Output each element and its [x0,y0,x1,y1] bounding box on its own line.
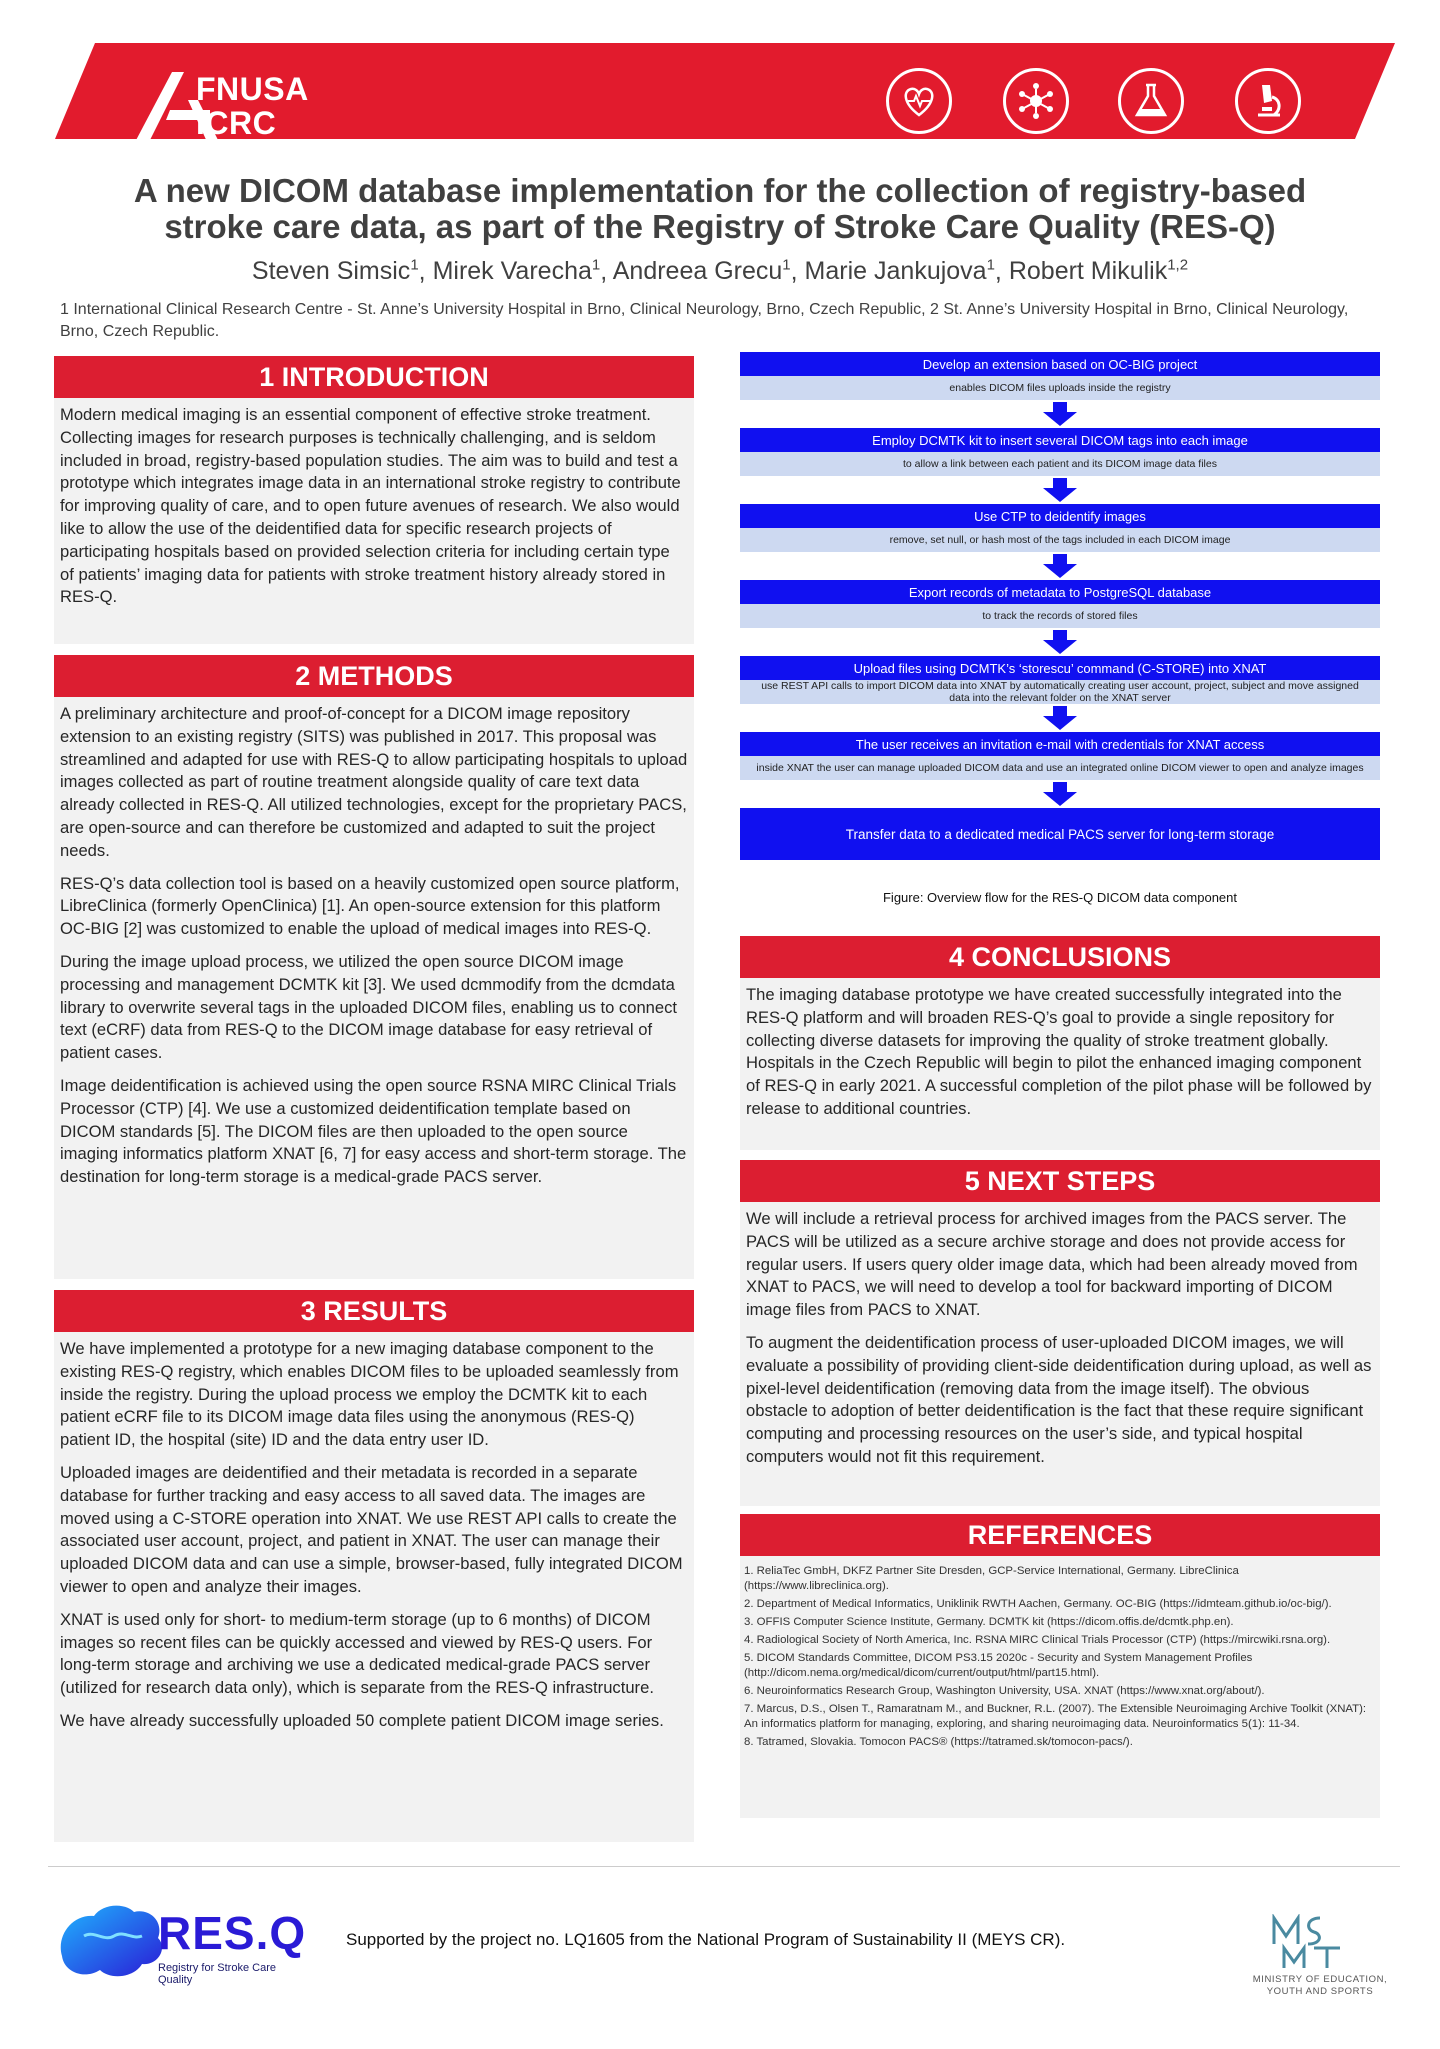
flow-step-detail: use REST API calls to import DICOM data into XNAT by automatically creating user account, project, subject and move assigned data into the relevant folder on the XNAT server [740,680,1380,704]
paragraph: We will include a retrieval process for archived images from the PACS server. The PACS will be utilized as a secure archive storage and does not provide access for regular users. If users query older image data, which had been already moved from XNAT to PACS, we will need to develop a tool for backward importing of DICOM image files from PACS to XNAT. [746,1209,1358,1320]
down-arrow-icon [740,552,1380,580]
flow-step [740,656,1380,704]
conclusions-body [740,978,1380,1150]
down-arrow-icon [740,628,1380,656]
next-steps-body [740,1202,1380,1506]
heart-icon [886,68,952,134]
paragraph: XNAT is used only for short- to medium-term storage (up to 6 months) of DICOM images so recent files can be quickly accessed and viewed by RES-Q users. For long-term storage and archiving we use a dedicated medical-grade PACS server (utilized for research data only), which is separate from the RES-Q infrastructure. [60,1609,654,1698]
introduction-body [54,398,694,644]
microscope-icon [1235,68,1301,134]
affiliations: 1 International Clinical Research Centre - St. Anne’s University Hospital in Brno, Clinical Neurology, Brno, Czech Republic, 2 St. Anne’s University Hospital in Brno, Clinical Neurology, Brno, Czech Republic. [60,301,1349,340]
msmt-line-2: YOUTH AND SPORTS [1266,1986,1374,1997]
paragraph: During the image upload process, we utilized the open source DICOM image processing and management DCMTK kit [3]. We used dcmmodify from the dcmdata library to overwrite several tags in the uploaded DICOM files, enabling us to connect text (eCRF) data from RES-Q to the DICOM image database for easy retrieval of patient cases. [60,951,678,1063]
reference-item: 4. Radiological Society of North America, Inc. RSNA MIRC Clinical Trials Processor (CTP) (https://mircwiki.rsna.org). [744,1634,1331,1646]
flow-step [740,732,1380,780]
funding-statement: Supported by the project no. LQ1605 from the National Program of Sustainability II (MEYS CR). [346,1930,1066,1949]
network-icon [1003,68,1069,134]
paragraph: We have already successfully uploaded 50 complete patient DICOM image series. [60,1710,664,1730]
reference-item: 8. Tatramed, Slovakia. Tomocon PACS® (https://tatramed.sk/tomocon-pacs/). [744,1736,1133,1748]
msmt-line-1: MINISTRY OF EDUCATION, [1252,1974,1388,1985]
conclusions-heading: 4 CONCLUSIONS [740,936,1380,978]
paragraph: Modern medical imaging is an essential component of effective stroke treatment. Collecting images for research purposes is technically challenging, and is seldom included in broad, registry-based population studies. The aim was to build and test a prototype which integrates image data in an international stroke registry to contribute for improving quality of care, and to open future avenues of research. We also would like to allow the use of the deidentified data for specific research projects of participating hospitals based on provided selection criteria for including certain type of patients’ imaging data for patients with stroke treatment history already stored in RES-Q. [60,405,681,607]
fnusa-logo-text [196,72,309,140]
reference-item: 6. Neuroinformatics Research Group, Washington University, USA. XNAT (https://www.xnat.org/about/). [744,1685,1265,1697]
reference-item: 7. Marcus, D.S., Olsen T., Ramaratnam M., and Buckner, R.L. (2007). The Extensible Neuroimaging Archive Toolkit (XNAT): An informatics platform for managing, exploring, and sharing neuroimaging data. Neuroinformatics 5(1): 11-34. [744,1703,1367,1730]
msmt-mark-icon [1270,1914,1350,1970]
paragraph: Image deidentification is achieved using the open source RSNA MIRC Clinical Trials Processor (CTP) [4]. We use a customized deidentification template based on DICOM standards [5]. The DICOM files are then uploaded to the open source imaging informatics platform XNAT [6, 7] for easy access and short-term storage. The destination for long-term storage is a medical-grade PACS server. [60,1075,687,1187]
flow-step [740,428,1380,476]
reference-item: 2. Department of Medical Informatics, Uniklinik RWTH Aachen, Germany. OC-BIG (https://idmteam.github.io/oc-big/). [744,1598,1332,1610]
figure-caption: Figure: Overview flow for the RES-Q DICOM data component [882,890,1237,905]
flow-step-detail: to allow a link between each patient and its DICOM image data files [740,452,1380,476]
msmt-logo [1230,1914,1410,2014]
methods-body [54,697,694,1279]
author: Steven Simsic$^1$ [251,257,419,286]
flow-step [740,504,1380,552]
flow-step-title: Employ DCMTK kit to insert several DICOM tags into each image [740,428,1380,452]
methods-heading: 2 METHODS [54,655,694,697]
flow-step [740,580,1380,628]
paragraph: The imaging database prototype we have created successfully integrated into the RES-Q platform and will broaden RES-Q’s goal to provide a single repository for collecting diverse datasets for improving the quality of stroke treatment globally. Hospitals in the Czech Republic will begin to pilot the enhanced imaging component of RES-Q in early 2021. A successful completion of the pilot phase will be followed by release to additional countries. [746,985,1372,1118]
logo-line-1: FNUSA [196,71,309,107]
references-list [740,1556,1380,1818]
flow-step-title: Develop an extension based on OC-BIG project [740,352,1380,376]
author: Robert Mikulik$^{1,2}$ [1008,257,1189,286]
author: Marie Jankujova$^1$ [804,257,995,286]
paragraph: We have implemented a prototype for a new imaging database component to the existing RES-Q registry, which enables DICOM files to be uploaded seamlessly from inside the registry. During the upload process we employ the DCMTK kit to each patient eCRF file to its DICOM image data files using the anonymous (RES-Q) patient ID, the hospital (site) ID and the data entry user ID. [60,1339,679,1450]
logo-line-2: ICRC [196,105,277,141]
results-heading: 3 RESULTS [54,1290,694,1332]
paragraph: A preliminary architecture and proof-of-concept for a DICOM image repository extension to an existing registry (SITS) was published in 2017. This proposal was streamlined and adapted for use with RES-Q to allow participating hospitals to upload images collected as part of routine treatment alongside quality of care text data already collected in RES-Q. All utilized technologies, except for the proprietary PACS, are open-source and can therefore be customized and adapted to suit the project needs. [60,704,688,860]
next-steps-heading: 5 NEXT STEPS [740,1160,1380,1202]
reference-item: 5. DICOM Standards Committee, DICOM PS3.15 2020c - Security and System Management Profiles (http://dicom.nema.org/medical/dicom/current/output/html/part15.html). [744,1652,1253,1679]
paragraph: Uploaded images are deidentified and their metadata is recorded in a separate database for further tracking and easy access to all saved data. The images are moved using a C-STORE operation into XNAT. We use REST API calls to create the associated user account, project, and patient in XNAT. The user can manage their uploaded DICOM data and can use a simple, browser-based, fully integrated DICOM viewer to open and analyze their images. [60,1462,683,1596]
paragraph: RES-Q’s data collection tool is based on a heavily customized open source platform, LibreClinica (formerly OpenClinica) [1]. An open-source extension for this platform OC-BIG [2] was customized to enable the upload of medical images into RES-Q. [60,873,680,939]
flow-step-detail: to track the records of stored files [740,604,1380,628]
references-heading: REFERENCES [740,1514,1380,1556]
flask-icon [1118,68,1184,134]
down-arrow-icon [740,704,1380,732]
down-arrow-icon [740,780,1380,808]
author-list: Steven Simsic$^1$, Mirek Varecha$^1$, Andreea Grecu$^1$, Marie Jankujova$^1$, Robert Mikulik$^{1,2}$ [251,257,1189,286]
author: Mirek Varecha$^1$ [432,257,601,286]
resq-tagline: Registry for Stroke Care Quality [158,1962,276,1986]
title-line-1: A new DICOM database implementation for the collection of registry-based [133,172,1307,209]
flow-step [740,352,1380,400]
flow-step-title: Use CTP to deidentify images [740,504,1380,528]
introduction-heading: 1 INTRODUCTION [54,356,694,398]
flow-step-detail: inside XNAT the user can manage uploaded DICOM data and use an integrated online DICOM viewer to open and analyze images [740,756,1380,780]
footer-divider [48,1866,1400,1867]
resq-wordmark: RES.Q [158,1907,307,1959]
flow-step-title: Upload files using DCMTK’s ‘storescu’ command (C-STORE) into XNAT [740,656,1380,680]
flow-diagram [740,352,1380,860]
poster-title [40,173,1400,245]
reference-item: 1. ReliaTec GmbH, DKFZ Partner Site Dresden, GCP-Service International, Germany. LibreClinica (https://www.libreclinica.org). [744,1565,1239,1592]
flow-step-detail: remove, set null, or hash most of the tags included in each DICOM image [740,528,1380,552]
flow-step-detail: enables DICOM files uploads inside the registry [740,376,1380,400]
resq-logo [54,1896,307,1996]
flow-step-title: Export records of metadata to PostgreSQL database [740,580,1380,604]
paragraph: To augment the deidentification process of user-uploaded DICOM images, we will evaluate a possibility of providing client-side deidentification during upload, as well as pixel-level deidentification (removing data from the image itself). The obvious obstacle to adoption of better deidentification is the fact that these require significant computing and processing resources on the user’s side, and typical hospital computers would not fit this requirement. [746,1332,1372,1466]
down-arrow-icon [740,400,1380,428]
flow-final-step: Transfer data to a dedicated medical PACS server for long-term storage [740,808,1380,860]
results-body [54,1332,694,1842]
reference-item: 3. OFFIS Computer Science Institute, Germany. DCMTK kit (https://dicom.offis.de/dcmtk.php.en). [744,1616,1234,1628]
author: Andreea Grecu$^1$ [612,257,791,286]
title-line-2: stroke care data, as part of the Registry of Stroke Care Quality (RES-Q) [164,208,1276,245]
flow-step-title: The user receives an invitation e-mail with credentials for XNAT access [740,732,1380,756]
down-arrow-icon [740,476,1380,504]
